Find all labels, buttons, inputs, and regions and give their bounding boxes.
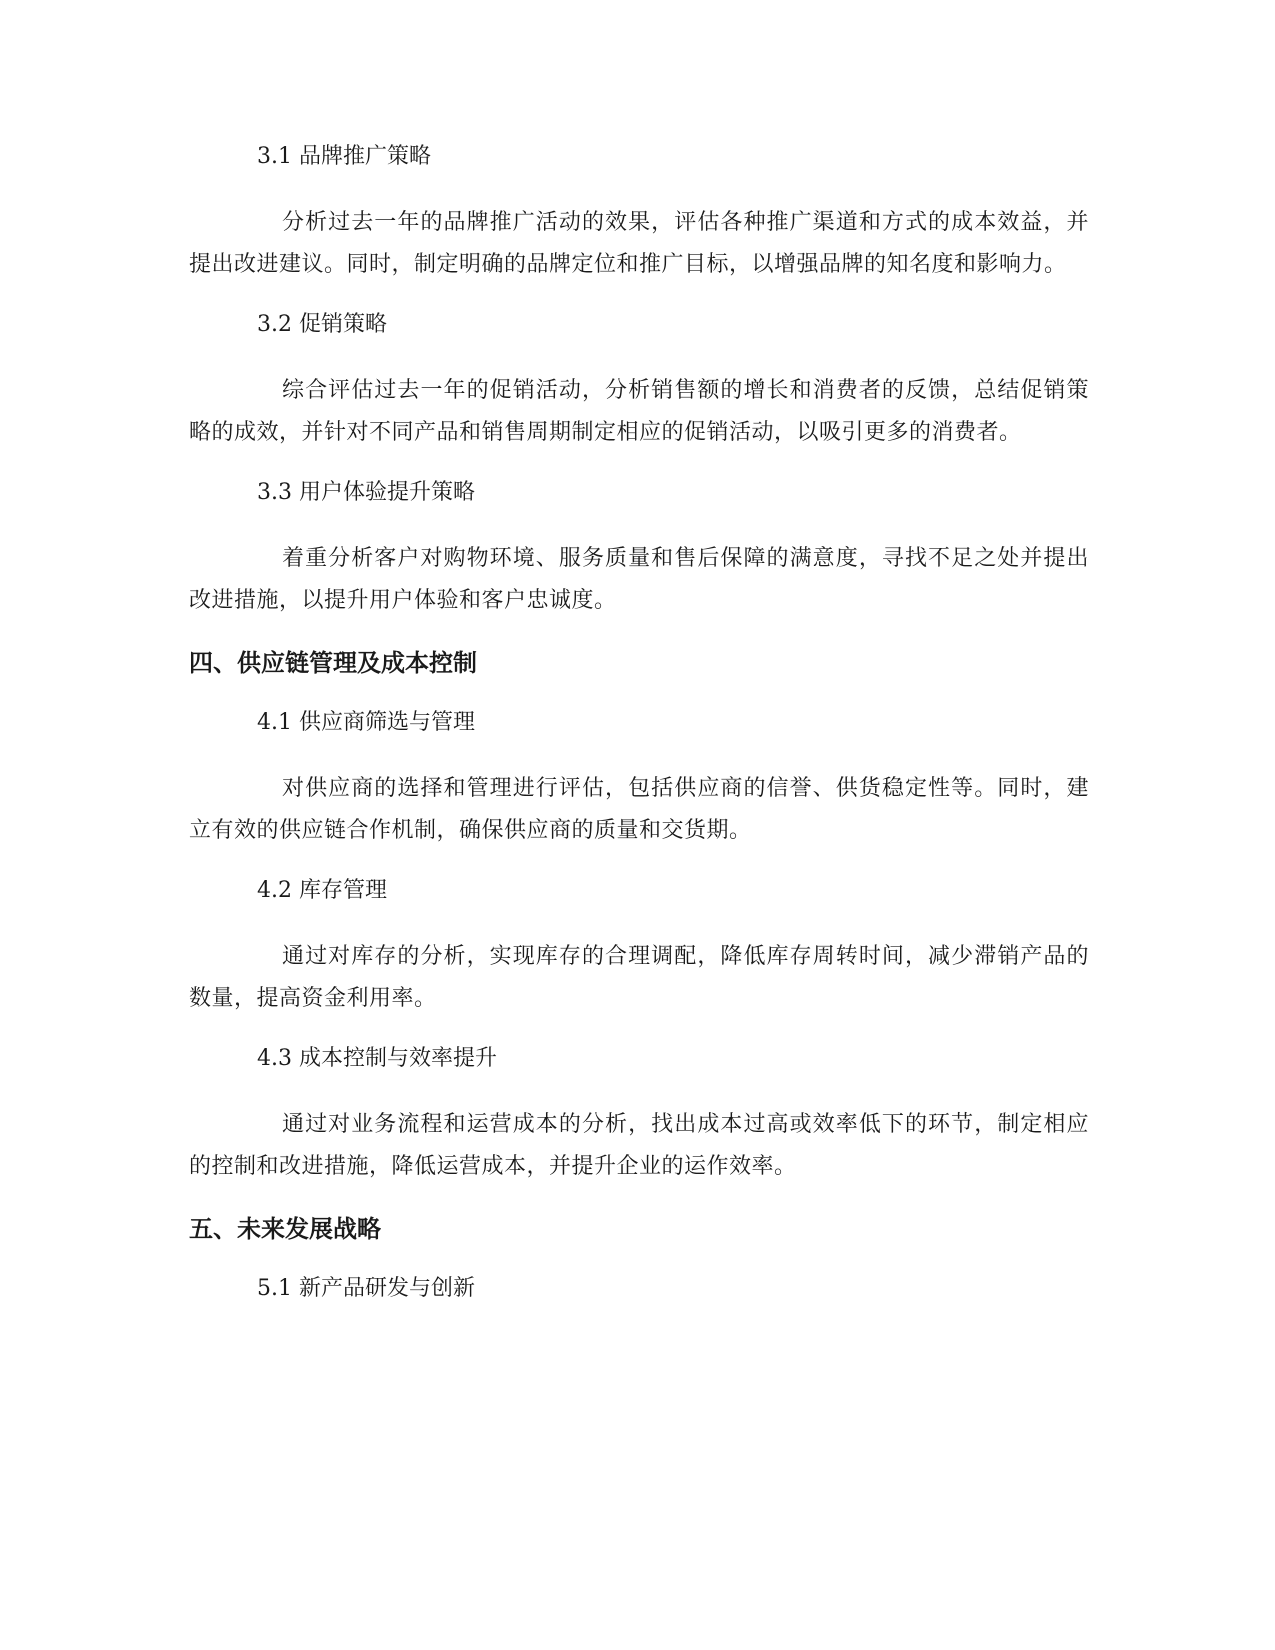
paragraph-3-2: 综合评估过去一年的促销活动，分析销售额的增长和消费者的反馈，总结促销策略的成效，并针对不同产品和销售周期制定相应的促销活动，以吸引更多的消费者。 [189, 378, 1089, 445]
paragraph-4-3: 通过对业务流程和运营成本的分析，找出成本过高或效率低下的环节，制定相应的控制和改进措施，降低运营成本，并提升企业的运作效率。 [189, 1112, 1089, 1179]
paragraph-4-1: 对供应商的选择和管理进行评估，包括供应商的信誉、供货稳定性等。同时，建立有效的供应链合作机制，确保供应商的质量和交货期。 [189, 776, 1089, 843]
subheading-4-2: 4.2 库存管理 [257, 878, 387, 903]
subheading-3-2: 3.2 促销策略 [257, 312, 387, 337]
document-body [189, 142, 1089, 1334]
paragraph-3-3: 着重分析客户对购物环境、服务质量和售后保障的满意度，寻找不足之处并提出改进措施，以提升用户体验和客户忠诚度。 [189, 546, 1089, 613]
subheading-4-3: 4.3 成本控制与效率提升 [257, 1046, 497, 1071]
section-heading-4: 四、供应链管理及成本控制 [189, 649, 477, 677]
subheading-3-3: 3.3 用户体验提升策略 [257, 480, 475, 505]
paragraph-4-2: 通过对库存的分析，实现库存的合理调配，降低库存周转时间，减少滞销产品的数量，提高资金利用率。 [189, 944, 1089, 1011]
subheading-5-1: 5.1 新产品研发与创新 [257, 1276, 475, 1301]
subheading-3-1: 3.1 品牌推广策略 [257, 144, 431, 169]
paragraph-3-1: 分析过去一年的品牌推广活动的效果，评估各种推广渠道和方式的成本效益，并提出改进建议。同时，制定明确的品牌定位和推广目标，以增强品牌的知名度和影响力。 [189, 210, 1089, 277]
subheading-4-1: 4.1 供应商筛选与管理 [257, 710, 475, 735]
section-heading-5: 五、未来发展战略 [189, 1215, 381, 1243]
